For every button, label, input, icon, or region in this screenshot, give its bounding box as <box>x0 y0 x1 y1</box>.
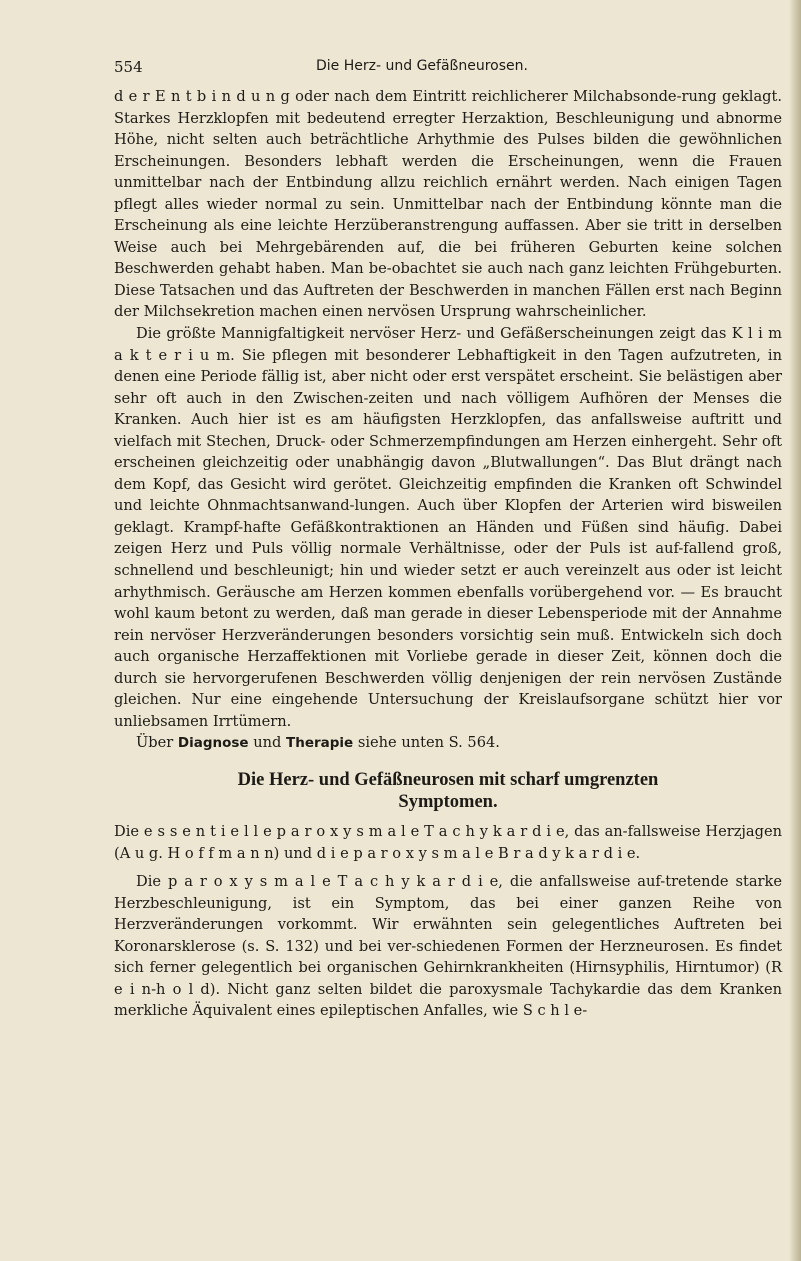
paragraph-4 <box>114 821 782 864</box>
paragraph-1 <box>114 86 782 323</box>
spaced-term-bradykardie: d i e p a r o x y s m a l e B r a d y k a r d i e. <box>316 844 641 862</box>
paragraph-2 <box>114 323 782 732</box>
spaced-term-klimakterium: K l i m a k t e r i u m. <box>114 325 783 364</box>
page-number: 554 <box>114 58 143 76</box>
page-header <box>114 58 674 80</box>
paragraph-4-die: Die <box>114 822 144 840</box>
paragraph-1-text: oder nach dem Eintritt reichlicherer Milchabsonde-rung geklagt. Starkes Herzklopfen mit bedeutend erregter Herzaktion, Beschleunigung und abnorme Höhe, nicht selten auch beträchtliche Arhythmie des Pulses bilden die gewöhnlichen Erscheinungen. Besonders lebhaft werden die Erscheinungen, wenn die Frauen unmittelbar nach der Entbindung allzu reichlich ernährt werden. Nach einigen Tagen pflegt alles wieder normal zu sein. Unmittelbar nach der Entbindung könnte man die Erscheinung als eine leichte Herzüberanstrengung auffassen. Aber sie tritt in derselben Weise auch bei Mehrgebärenden auf, die bei früheren Geburten keine solchen Beschwerden gehabt haben. Man be-obachtet sie auch nach ganz leichten Frühgeburten. Diese Tatsachen und das Auftreten der Beschwerden in manchen Fällen erst nach Beginn der Milchsekretion machen einen nervösen Ursprung wahrscheinlicher. <box>114 88 782 321</box>
author-hoffmann: A u g. H o f f m a n n <box>119 844 274 862</box>
paragraph-5-text-2: ). Nicht ganz selten bildet die paroxysmale Tachykardie das dem Kranken merkliche Äquivalent eines epileptischen Anfalles, wie <box>114 980 782 1020</box>
spaced-term-essentielle-tachykardie: e s s e n t i e l l e p a r o x y s m a l e T a c h y k a r d i e, <box>143 822 570 840</box>
paragraph-3-prefix: Über <box>136 734 178 752</box>
section-heading-line-2: Symptomen. <box>398 791 498 812</box>
page-edge <box>789 0 801 1261</box>
paragraph-3 <box>114 732 782 755</box>
diagnose-keyword: Diagnose <box>177 735 249 752</box>
paragraph-4-und: ) und <box>273 844 317 862</box>
section-heading <box>114 769 782 813</box>
paragraph-5-die: Die <box>136 873 168 891</box>
paragraph-2-text-before: Die größte Mannigfaltigkeit nervöser Herz- und Gefäßerscheinungen zeigt das <box>136 325 732 343</box>
paragraph-5-text-1: die anfallsweise auf-tretende starke Herzbeschleunigung, ist ein Symptom, das bei einer ganzen Reihe von Herzveränderungen vorkommt. Wir erwähnten sein gelegentliches Auftreten bei Koronarsklerose (s. S. 132) und bei ver-schiedenen Formen der Herzneurosen. Es findet sich ferner gelegentlich bei organischen Gehirnkrankheiten (Hirnsyphilis, Hirntumor) ( <box>114 873 782 977</box>
author-schle: S c h l e- <box>522 1002 588 1020</box>
running-title: Die Herz- und Gefäßneurosen. <box>316 58 528 74</box>
spaced-lead-text: d e r E n t b i n d u n g <box>114 88 290 105</box>
paragraph-2-text-after: Sie pflegen mit besonderer Lebhaftigkeit in den Tagen aufzutreten, in denen eine Periode fällig ist, aber nicht oder erst verspätet erscheint. Sie belästigen aber sehr oft auch in den Zwischen-zeiten und nach völligem Aufhören der Menses die Kranken. Auch hier ist es am häufigsten Herzklopfen, das anfallsweise auftritt und vielfach mit Stechen, Druck- oder Schmerzempfindungen am Herzen einhergeht. Sehr oft erscheinen gleichzeitig oder unabhängig davon „Blutwallungen“. Das Blut drängt nach dem Kopf, das Gesicht wird gerötet. Gleichzeitig empfinden die Kranken oft Schwindel und leichte Ohnmachtsanwand-lungen. Auch über Klopfen der Arterien wird bisweilen geklagt. Krampf-hafte Gefäßkontraktionen an Händen und Füßen sind häufig. Dabei zeigen Herz und Puls völlig normale Verhältnisse, oder der Puls ist auf-fallend groß, schnellend und beschleunigt; hin und wieder setzt er auch vereinzelt aus oder ist leicht arhythmisch. Geräusche am Herzen kommen ebenfalls vorübergehend vor. — Es braucht wohl kaum betont zu werden, daß man gerade in dieser Lebensperiode mit der Annahme rein nervöser Herzveränderungen besonders vorsichtig sein muß. Entwickeln sich doch auch organische Herzaffektionen mit Vorliebe gerade in dieser Zeit, können doch die durch sie hervorgerufenen Beschwerden völlig denjenigen der rein nervösen Zustände gleichen. Nur eine eingehende Untersuchung der Kreislaufsorgane schützt hier vor unliebsamen Irrtümern. <box>114 346 782 730</box>
spaced-term-paroxysmale-tachykardie: p a r o x y s m a l e T a c h y k a r d i e, <box>167 873 503 891</box>
paragraph-3-suffix: siehe unten S. 564. <box>353 734 500 752</box>
paragraph-3-und: und <box>248 734 287 752</box>
therapie-keyword: Therapie <box>286 735 354 752</box>
paragraph-4-mid: das an-fallsweise Herzjagen ( <box>114 822 782 862</box>
body-text <box>114 86 782 1022</box>
author-reinhold: R e i n-h o l d <box>114 959 782 998</box>
paragraph-5 <box>114 871 782 1022</box>
section-heading-line-1: Die Herz- und Gefäßneurosen mit scharf umgrenzten <box>237 769 659 790</box>
